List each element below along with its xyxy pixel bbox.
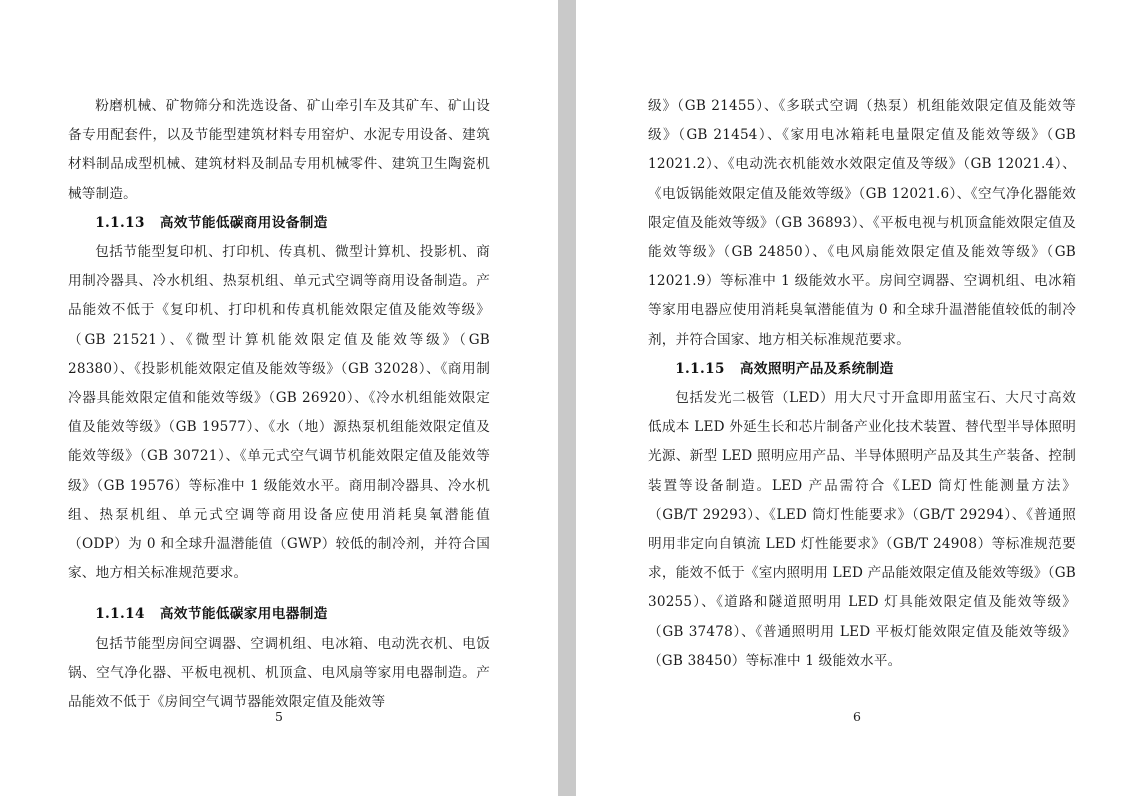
block-spacer — [68, 588, 490, 600]
document-page-right — [576, 0, 1138, 796]
page-number: 6 — [853, 709, 861, 724]
section-number: 1.1.14 — [95, 606, 145, 623]
paragraph: 粉磨机械、矿物筛分和洗选设备、矿山牵引车及其矿车、矿山设备专用配套件，以及节能型建筑材料专用窑炉、水泥专用设备、建筑材料制品成型机械、建筑材料及制品专用机械零件、建筑卫生陶瓷机械等制造。 — [68, 98, 490, 202]
paragraph: 级》（GB 21455）、《多联式空调（热泵）机组能效限定值及能效等级》（GB 21454）、《家用电冰箱耗电量限定值及能效等级》（GB 12021.2）、《电动洗衣机能效水效限定值及等级》（GB 12021.4）、《电饭锅能效限定值及能效等级》（GB 12021.6）、《空气净化器能效限定值及能效等级》（GB 36893）、《平板电视与机顶盒能效限定值及能效等级》（GB 24850）、《电风扇能效限定值及能效等级》（GB 12021.9）等标准中 1 级能效水平。房间空调器、空调机组、电冰箱等家用电器应使用消耗臭氧潜能值为 0 和全球升温潜能值较低的制冷剂，并符合国家、地方相关标准规范要求。 — [648, 98, 1076, 348]
paragraph: 包括发光二极管（LED）用大尺寸开盒即用蓝宝石、大尺寸高效低成本 LED 外延生长和芯片制备产业化技术装置、替代型半导体照明光源、新型 LED 照明应用产品、半导体照明产品及其生产装备、控制装置等设备制造。LED 产品需符合《LED 筒灯性能测量方法》（GB/T 29293）、《LED 筒灯性能要求》（GB/T 29294）、《普通照明用非定向自镇流 LED 灯性能要求》（GB/T 24908）等标准规范要求，能效不低于《室内照明用 LED 产品能效限定值及能效等级》（GB 30255）、《道路和隧道照明用 LED 灯具能效限定值及能效等级》（GB 37478）、《普通照明用 LED 平板灯能效限定值及能效等级》（GB 38450）等标准中 1 级能效水平。 — [648, 390, 1076, 669]
page-right-body — [648, 92, 1076, 676]
section-title: 高效节能低碳商用设备制造 — [159, 214, 328, 231]
section-title: 高效节能低碳家用电器制造 — [159, 606, 328, 623]
section-heading — [68, 209, 490, 238]
document-page-left — [0, 0, 558, 796]
section-heading — [648, 355, 1076, 384]
page-left-body — [68, 92, 490, 717]
section-number: 1.1.15 — [675, 360, 725, 377]
section-number: 1.1.13 — [95, 214, 145, 231]
paragraph: 包括节能型房间空调器、空调机组、电冰箱、电动洗衣机、电饭锅、空气净化器、平板电视机、机顶盒、电风扇等家用电器制造。产品能效不低于《房间空气调节器能效限定值及能效等 — [68, 635, 490, 711]
section-heading — [68, 600, 490, 629]
paragraph: 包括节能型复印机、打印机、传真机、微型计算机、投影机、商用制冷器具、冷水机组、热泵机组、单元式空调等商用设备制造。产品能效不低于《复印机、打印机和传真机能效限定值及能效等级》（GB 21521）、《微型计算机能效限定值及能效等级》（GB 28380）、《投影机能效限定值及能效等级》（GB 32028）、《商用制冷器具能效限定值和能效等级》（GB 26920）、《冷水机组能效限定值及能效等级》（GB 19577）、《水（地）源热泵机组能效限定值及能效等级》（GB 30721）、《单元式空气调节机能效限定值及能效等级》（GB 19576）等标准中 1 级能效水平。商用制冷器具、冷水机组、热泵机组、单元式空调等商用设备应使用消耗臭氧潜能值（ODP）为 0 和全球升温潜能值（GWP）较低的制冷剂，并符合国家、地方相关标准规范要求。 — [68, 244, 490, 582]
section-title: 高效照明产品及系统制造 — [739, 360, 894, 377]
page-number: 5 — [275, 709, 283, 724]
